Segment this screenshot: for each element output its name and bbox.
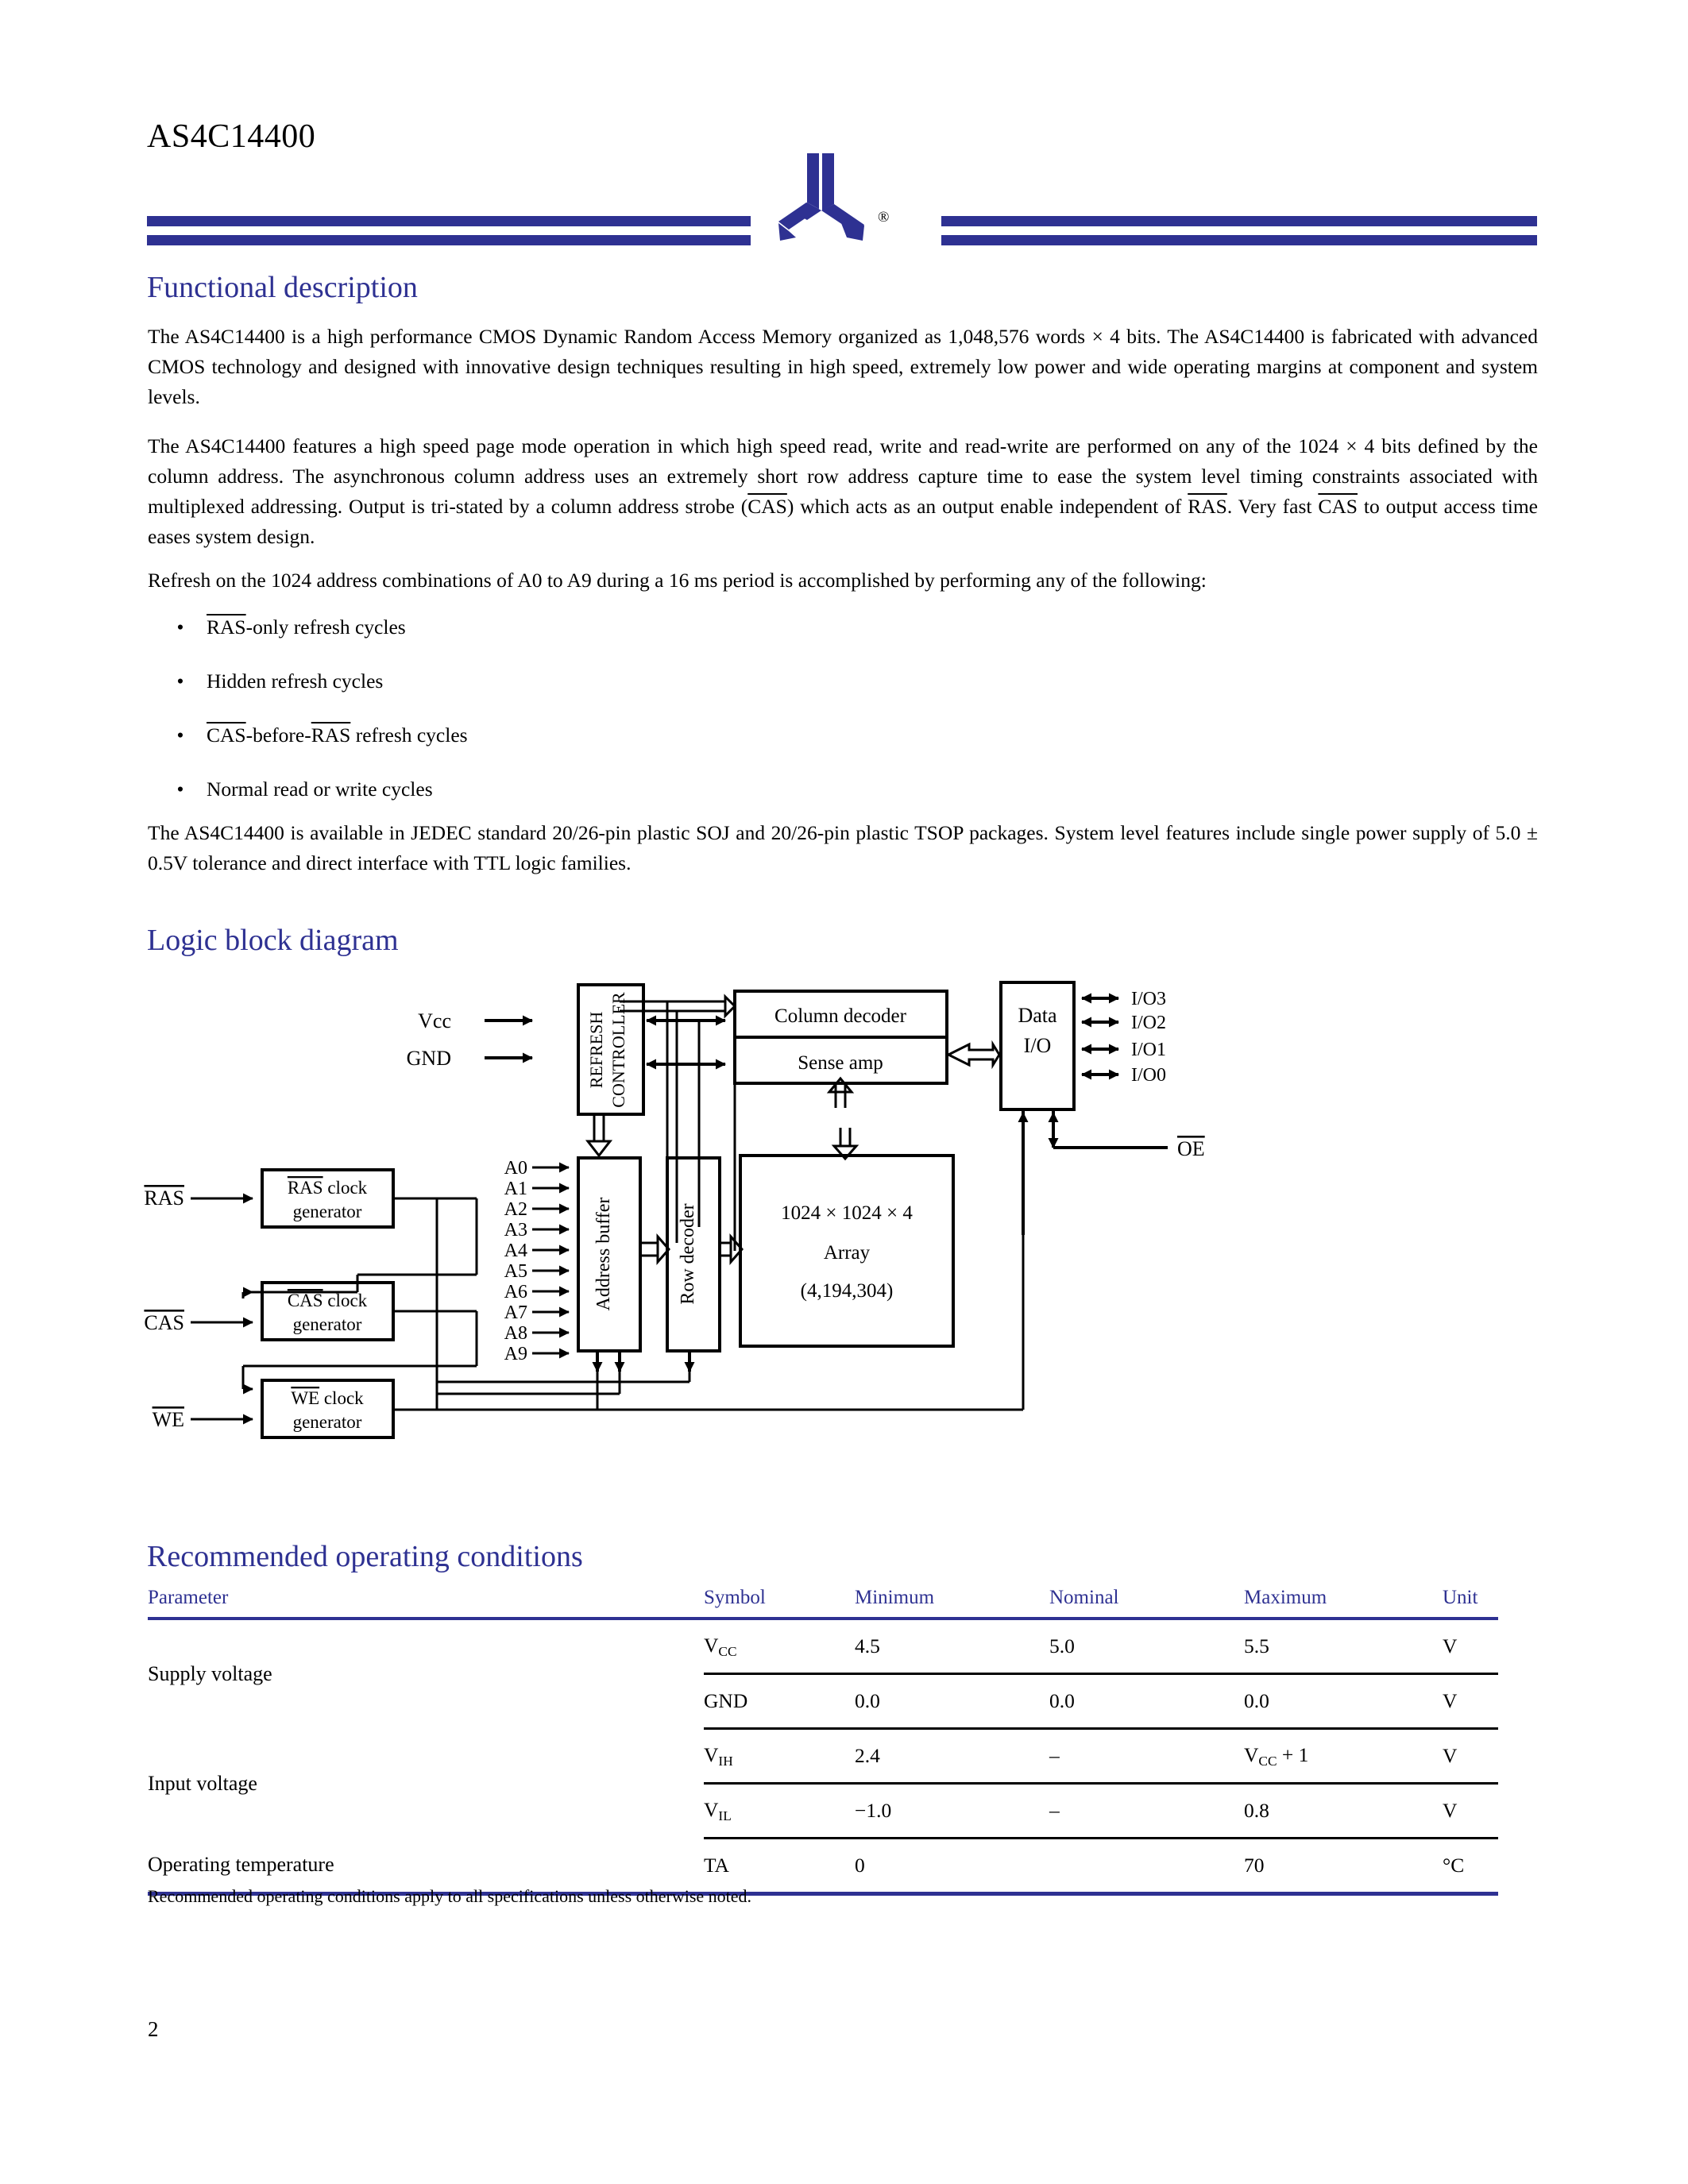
symbol-sub: IH — [718, 1753, 733, 1769]
diagram-label-io3: I/O3 — [1131, 989, 1166, 1009]
bullet-3-overline-ras: $\overline{RAS}$ — [311, 723, 351, 747]
bullet-3-rest: -before- — [245, 723, 311, 747]
diagram-label-io: I/O — [1023, 1034, 1052, 1057]
symbol-sub: CC — [718, 1643, 737, 1659]
column-header-minimum: Minimum — [855, 1587, 935, 1608]
bullet-icon: • — [176, 723, 184, 747]
cell-nom-vil: – — [1049, 1784, 1244, 1839]
column-header-nominal: Nominal — [1049, 1587, 1119, 1608]
section-heading-logic-block-diagram: Logic block diagram — [147, 924, 399, 957]
diagram-label-a6: A6 — [504, 1282, 527, 1302]
max-base: V — [1244, 1742, 1259, 1766]
cell-nom-gnd: 0.0 — [1049, 1674, 1244, 1729]
diagram-label-data: Data — [1018, 1004, 1057, 1027]
bullet-3-rest2: refresh cycles — [350, 723, 468, 747]
diagram-label-array: Array — [823, 1242, 871, 1264]
diagram-label-a3: A3 — [504, 1220, 527, 1241]
diagram-label-io2: I/O2 — [1131, 1013, 1166, 1033]
para2-cas-1: $\overline{CAS}$ — [747, 495, 787, 518]
bullet-1-rest: -only refresh cycles — [245, 615, 406, 639]
para2-seg2: ) which acts as an output enable independent of — [786, 495, 1188, 518]
page-number: 2 — [148, 2017, 159, 2041]
cell-max-ta: 70 — [1244, 1839, 1443, 1894]
max-tail: + 1 — [1277, 1742, 1309, 1766]
section-heading-recommended-operating-conditions: Recommended operating conditions — [147, 1540, 583, 1573]
cell-parameter-operating-temperature: Operating temperature — [148, 1839, 704, 1894]
paragraph-refresh-intro: Refresh on the 1024 address combinations of A0 to A9 during a 16 ms period is accomplished by performing any of the following: — [148, 569, 1207, 592]
diagram-label-array-size: 1024 × 1024 × 4 — [781, 1202, 913, 1224]
diagram-label-ras-clock-gen-2: generator — [292, 1202, 362, 1221]
header-rule-right — [941, 216, 1537, 249]
bullet-icon: • — [176, 669, 184, 693]
logic-block-diagram — [143, 965, 1557, 1481]
diagram-label-vcc: Vcc — [418, 1009, 451, 1032]
list-item — [175, 666, 969, 720]
section-heading-functional-description: Functional description — [147, 271, 418, 304]
cell-symbol-vih — [704, 1729, 855, 1784]
cell-unit-vcc: V — [1443, 1619, 1498, 1674]
list-item-label: Hidden refresh cycles — [207, 669, 384, 693]
diagram-label-array-count: (4,194,304) — [800, 1280, 894, 1302]
bullet-icon: • — [176, 615, 184, 639]
list-item — [175, 612, 969, 666]
diagram-label-cas-clock-gen-1: CAS clock — [287, 1291, 368, 1310]
cell-unit-vih: V — [1443, 1729, 1498, 1784]
diagram-label-a2: A2 — [504, 1199, 527, 1220]
symbol-sub: IL — [718, 1808, 732, 1823]
diagram-label-ras-clock-gen-1: RAS clock — [287, 1178, 368, 1198]
diagram-label-we-clock-gen-2: generator — [292, 1412, 362, 1432]
page-title: AS4C14400 — [147, 118, 316, 155]
diagram-label-column-decoder: Column decoder — [774, 1005, 906, 1027]
cell-unit-ta: °C — [1443, 1839, 1498, 1894]
cell-min-vil: −1.0 — [855, 1784, 1049, 1839]
refresh-methods-list — [175, 612, 969, 828]
para2-seg1: The AS4C14400 features a high speed page mode operation in which high speed read, write and read-write are performed on any of the 1024 × 4 bits defined by the column address. The asynchronous column address uses an extremely short row address capture time to ease the system level timing constraints associated with multiplexed addressing. Output is tri-stated by a column address strobe ( — [148, 434, 1538, 518]
diagram-label-a9: A9 — [504, 1344, 527, 1364]
diagram-label-a7: A7 — [504, 1302, 527, 1323]
column-header-parameter: Parameter — [148, 1587, 229, 1608]
cell-min-vcc: 4.5 — [855, 1619, 1049, 1674]
diagram-label-we-clock-gen-1: WE clock — [291, 1388, 364, 1408]
recommended-operating-conditions-table — [148, 1587, 1498, 1896]
list-item-label — [207, 720, 468, 751]
bullet-1-overline: $\overline{RAS}$ — [207, 615, 246, 639]
table-header-row — [148, 1587, 1498, 1619]
column-header-symbol: Symbol — [704, 1587, 766, 1608]
cell-max-vcc: 5.5 — [1244, 1619, 1443, 1674]
list-item-label — [207, 612, 406, 643]
column-header-unit: Unit — [1443, 1587, 1478, 1608]
diagram-label-address-buffer: Address buffer — [593, 1197, 614, 1311]
diagram-label-cas: CAS — [144, 1311, 184, 1334]
diagram-label-a0: A0 — [504, 1158, 527, 1179]
diagram-label-gnd: GND — [406, 1047, 451, 1070]
diagram-label-we: WE — [152, 1408, 184, 1431]
list-item-label: Normal read or write cycles — [207, 778, 433, 801]
symbol-base: V — [704, 1742, 719, 1766]
diagram-label-cas-clock-gen-2: generator — [292, 1314, 362, 1334]
cell-unit-vil: V — [1443, 1784, 1498, 1839]
table-note: Recommended operating conditions apply to all specifications unless otherwise noted. — [148, 1886, 752, 1906]
column-header-maximum: Maximum — [1244, 1587, 1327, 1608]
diagram-label-refresh-controller-2: CONTROLLER — [608, 992, 628, 1108]
cell-parameter-input-voltage: Input voltage — [148, 1771, 257, 1795]
diagram-label-io1: I/O1 — [1131, 1040, 1166, 1060]
para2-ras: $\overline{RAS}$ — [1188, 495, 1227, 518]
para2-seg4: to output access time eases system design. — [148, 495, 1538, 548]
symbol-base: V — [704, 1633, 719, 1657]
alliance-logo — [763, 147, 902, 242]
bullet-3-overline-cas: $\overline{CAS}$ — [207, 723, 246, 747]
list-item — [175, 720, 969, 774]
cell-symbol-vil — [704, 1784, 855, 1839]
table-row — [148, 1839, 1498, 1894]
header-rule-left — [147, 216, 751, 249]
max-sub: CC — [1258, 1753, 1277, 1769]
diagram-label-ras: RAS — [144, 1187, 184, 1210]
diagram-label-oe: OE — [1177, 1137, 1205, 1160]
diagram-label-a8: A8 — [504, 1323, 527, 1344]
diagram-label-sense-amp: Sense amp — [798, 1052, 883, 1074]
cell-max-vih — [1244, 1729, 1443, 1784]
table-row — [148, 1729, 1498, 1784]
cell-nom-ta — [1049, 1839, 1244, 1894]
para2-cas-2: $\overline{CAS}$ — [1318, 495, 1358, 518]
cell-min-gnd: 0.0 — [855, 1674, 1049, 1729]
paragraph-overview: The AS4C14400 is a high performance CMOS Dynamic Random Access Memory organized as 1,048,576 words × 4 bits. The AS4C14400 is fabricated with advanced CMOS technology and designed with innovative design techniques resulting in high speed, extremely low power and wide operating margins at component and system levels. — [148, 325, 1538, 408]
registered-trademark-icon: ® — [878, 209, 890, 226]
diagram-label-a1: A1 — [504, 1179, 527, 1199]
cell-symbol-vcc — [704, 1619, 855, 1674]
cell-symbol-ta: TA — [704, 1839, 855, 1894]
diagram-label-row-decoder: Row decoder — [678, 1203, 698, 1305]
diagram-label-a4: A4 — [504, 1241, 527, 1261]
diagram-label-a5: A5 — [504, 1261, 527, 1282]
cell-parameter-supply-voltage: Supply voltage — [148, 1662, 272, 1686]
diagram-label-io0: I/O0 — [1131, 1065, 1166, 1086]
cell-symbol-gnd: GND — [704, 1674, 855, 1729]
para2-seg3: . Very fast — [1226, 495, 1319, 518]
cell-nom-vcc: 5.0 — [1049, 1619, 1244, 1674]
paragraph-page-mode — [148, 431, 1538, 552]
table-row — [148, 1619, 1498, 1674]
cell-max-gnd: 0.0 — [1244, 1674, 1443, 1729]
cell-unit-gnd: V — [1443, 1674, 1498, 1729]
cell-min-ta: 0 — [855, 1839, 1049, 1894]
bullet-icon: • — [176, 778, 184, 801]
diagram-label-refresh-controller: REFRESH — [586, 1011, 606, 1089]
cell-min-vih: 2.4 — [855, 1729, 1049, 1784]
cell-nom-vih: – — [1049, 1729, 1244, 1784]
paragraph-packages: The AS4C14400 is available in JEDEC standard 20/26-pin plastic SOJ and 20/26-pin plastic TSOP packages. System level features include single power supply of 5.0 ± 0.5V tolerance and direct interface with TTL logic families. — [148, 821, 1538, 874]
cell-max-vil: 0.8 — [1244, 1784, 1443, 1839]
symbol-base: V — [704, 1797, 719, 1821]
